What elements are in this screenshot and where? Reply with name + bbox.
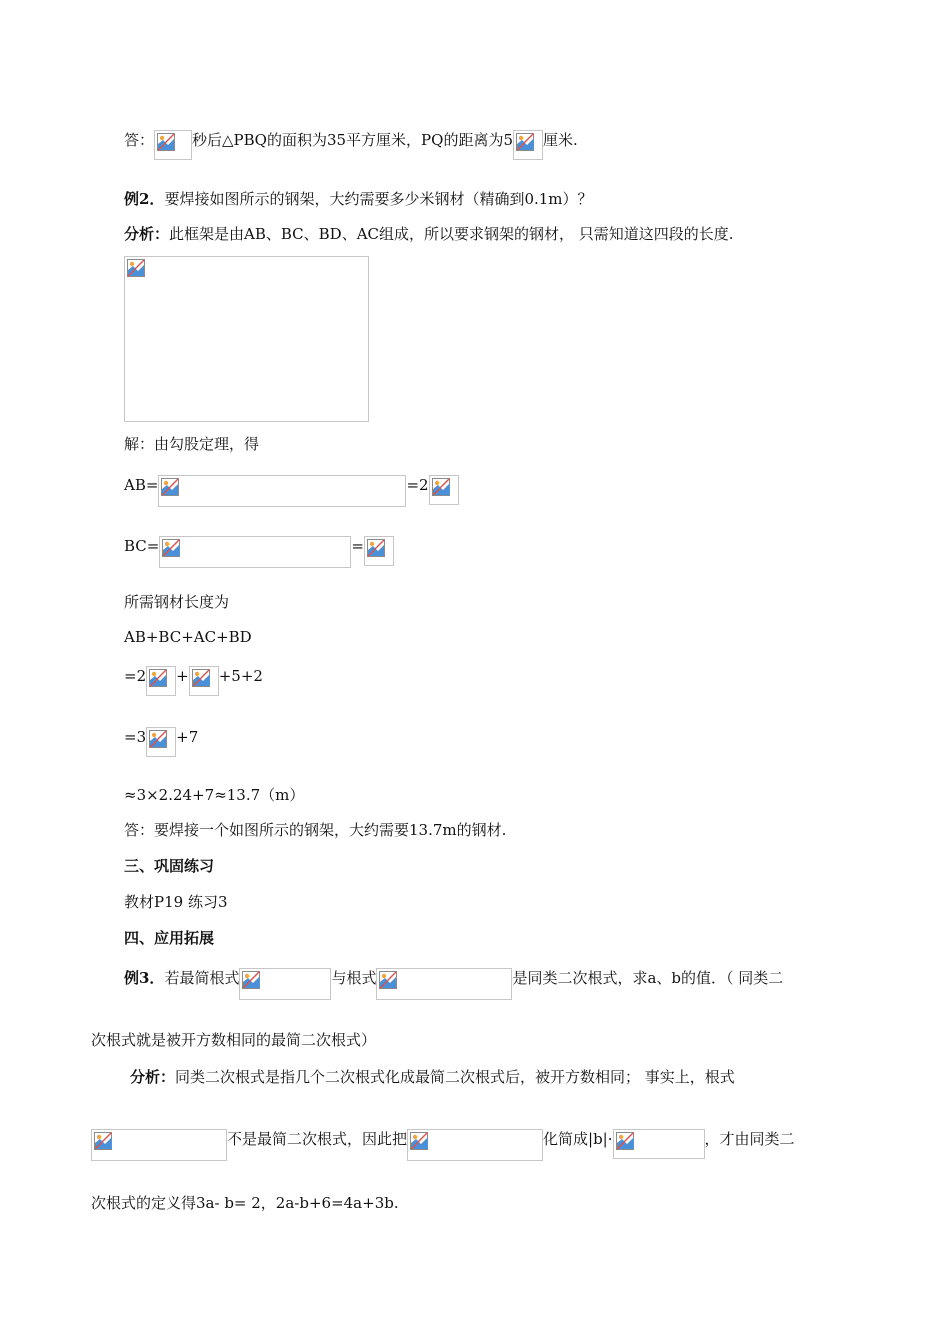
bc-label: BC= xyxy=(124,537,160,555)
example-text: 次根式就是被开方数相同的最简二次根式） xyxy=(91,1031,377,1049)
ab-label: AB= xyxy=(124,476,159,494)
final-line xyxy=(91,1193,399,1213)
broken-image-icon xyxy=(149,730,167,748)
broken-image-icon xyxy=(162,539,180,557)
solution-text: 解：由勾股定理，得 xyxy=(124,435,260,453)
analysis-text: 化简成|b|· xyxy=(543,1130,613,1148)
ab-equation xyxy=(124,475,459,507)
formula-image xyxy=(146,727,176,757)
broken-image-icon xyxy=(94,1132,112,1150)
formula-image xyxy=(158,475,406,507)
example-3 xyxy=(124,968,783,1000)
step-1 xyxy=(124,666,263,696)
answer-text: 秒后△PBQ的面积为35平方厘米，PQ的距离为5 xyxy=(192,131,513,149)
broken-image-icon xyxy=(127,259,145,277)
step-text: =3 xyxy=(124,728,147,746)
solution-line xyxy=(124,434,259,454)
analysis-text: ，才由同类二 xyxy=(704,1130,795,1148)
broken-image-icon xyxy=(367,539,385,557)
sum-line xyxy=(124,627,252,647)
figure-image xyxy=(124,256,369,422)
example-2 xyxy=(124,189,593,209)
answer-line-1 xyxy=(124,130,578,160)
example-3-continued xyxy=(91,1030,376,1050)
section-title: 四、应用拓展 xyxy=(124,929,215,947)
example-text: 若最简根式 xyxy=(164,969,240,987)
step-text: =2 xyxy=(124,667,147,685)
analysis-2 xyxy=(130,1067,735,1087)
analysis-1 xyxy=(124,224,734,244)
needed-line xyxy=(124,592,229,612)
formula-image xyxy=(364,536,394,566)
analysis-text: 此框架是由AB、BC、BD、AC组成，所以要求钢架的钢材， 只需知道这四段的长度. xyxy=(169,225,734,243)
bc-equation xyxy=(124,536,394,568)
answer-text: 答：要焊接一个如图所示的钢架，大约需要13.7m的钢材. xyxy=(124,821,507,839)
formula-image xyxy=(407,1129,543,1161)
needed-text: 所需钢材长度为 xyxy=(124,593,230,611)
formula-image xyxy=(159,536,351,568)
formula-image xyxy=(429,475,459,505)
broken-image-icon xyxy=(192,669,210,687)
broken-image-icon xyxy=(149,669,167,687)
formula-image xyxy=(376,968,512,1000)
broken-image-icon xyxy=(161,478,179,496)
analysis-text: 同类二次根式是指几个二次根式化成最简二次根式后，被开方数相同； 事实上，根式 xyxy=(175,1068,735,1086)
broken-image-icon xyxy=(379,971,397,989)
answer-line-2 xyxy=(124,820,506,840)
bc-result: = xyxy=(351,537,364,555)
analysis-label: 分析： xyxy=(130,1068,176,1086)
formula-image xyxy=(91,1129,227,1161)
analysis-text: 不是最简二次根式，因此把 xyxy=(227,1130,408,1148)
approx-line xyxy=(124,785,304,805)
step-2 xyxy=(124,727,198,757)
section-4-heading xyxy=(124,928,214,948)
approx-text: ≈3×2.24+7≈13.7（m） xyxy=(124,786,305,804)
broken-image-icon xyxy=(516,133,534,151)
formula-image xyxy=(239,968,331,1000)
formula-image xyxy=(189,666,219,696)
example-text: 要焊接如图所示的钢架，大约需要多少米钢材（精确到0.1m）？ xyxy=(164,190,593,208)
step-text: +7 xyxy=(176,728,199,746)
broken-image-icon xyxy=(410,1132,428,1150)
answer-unit: 厘米. xyxy=(543,131,578,149)
textbook-line xyxy=(124,892,228,912)
broken-image-icon xyxy=(157,133,175,151)
ab-result: =2 xyxy=(406,476,429,494)
broken-image-icon xyxy=(432,478,450,496)
sum-expression: AB+BC+AC+BD xyxy=(124,628,252,646)
textbook-text: 教材P19 练习3 xyxy=(124,893,228,911)
example-text: 是同类二次根式，求a、b的值．（ 同类二 xyxy=(512,969,784,987)
formula-image xyxy=(146,666,176,696)
step-text: + xyxy=(176,667,189,685)
formula-image xyxy=(513,130,543,160)
figure-steel-frame xyxy=(124,256,369,422)
formula-image xyxy=(154,130,192,160)
example-text: 与根式 xyxy=(331,969,377,987)
broken-image-icon xyxy=(242,971,260,989)
formula-image xyxy=(613,1129,705,1159)
section-3-heading xyxy=(124,856,214,876)
example-label: 例3． xyxy=(124,969,165,987)
broken-image-icon xyxy=(616,1132,634,1150)
section-title: 三、巩固练习 xyxy=(124,857,215,875)
step-text: +5+2 xyxy=(218,667,263,685)
analysis-2-line-2 xyxy=(91,1129,795,1161)
answer-prefix: 答： xyxy=(124,131,155,149)
example-label: 例2． xyxy=(124,190,165,208)
final-text: 次根式的定义得3a- b= 2，2a-b+6=4a+3b. xyxy=(91,1194,399,1212)
analysis-label: 分析： xyxy=(124,225,170,243)
